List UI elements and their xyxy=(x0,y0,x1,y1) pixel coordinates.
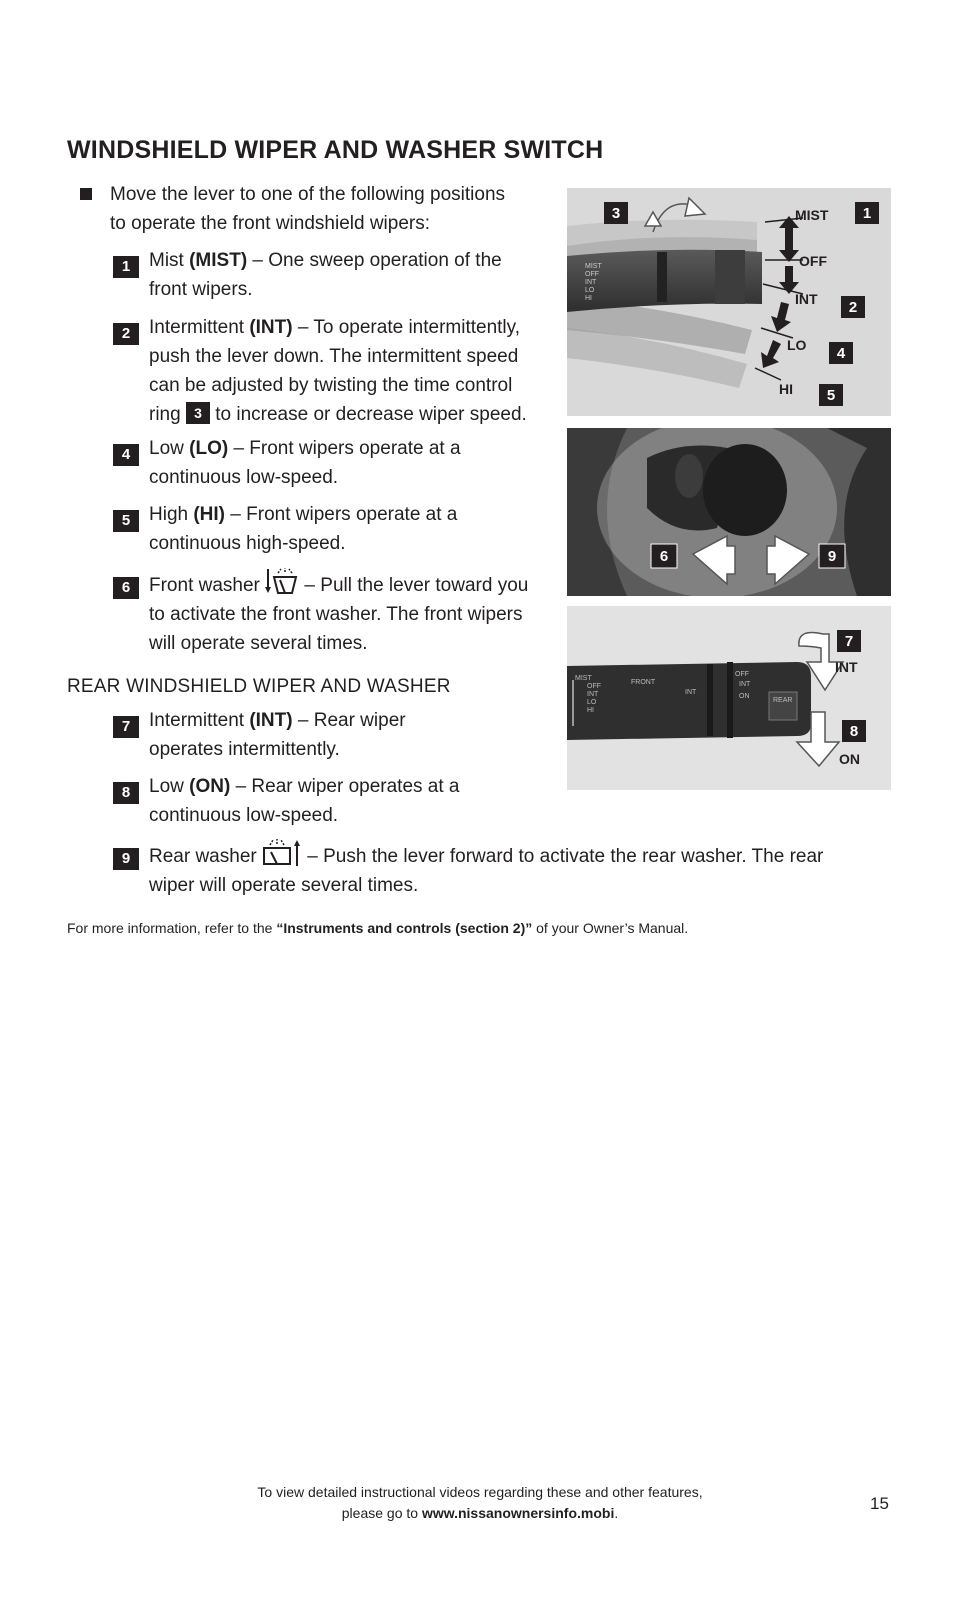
callout-4: 4 xyxy=(836,345,846,362)
callout-5: 5 xyxy=(113,510,139,532)
lever-illustration xyxy=(567,188,891,416)
label-hi: HI xyxy=(779,381,793,397)
item-label: Intermittent xyxy=(149,710,250,731)
rear-lever-illustration xyxy=(567,606,891,790)
callout-2: 2 xyxy=(113,323,139,345)
callout-6: 6 xyxy=(659,548,669,565)
callout-5: 5 xyxy=(826,387,836,404)
footer-line-1: To view detailed instructional videos regarding these and other features, xyxy=(257,1484,703,1500)
item-desc: – Front wipers operate at a xyxy=(225,504,458,525)
callout-7: 7 xyxy=(844,633,854,650)
item-desc: – Rear wiper xyxy=(292,710,406,731)
lever-label-int-ring: INT xyxy=(685,689,697,696)
item-code: (ON) xyxy=(189,776,231,797)
callout-2: 2 xyxy=(848,299,858,316)
item-label: Low xyxy=(149,438,190,459)
item-label: High xyxy=(149,504,194,525)
item-code: (MIST) xyxy=(189,250,248,271)
item-rear-on xyxy=(149,772,459,830)
item-desc-2: to activate the front washer. The front wipers xyxy=(149,604,523,625)
lever-label-off: OFF xyxy=(587,683,601,690)
rear-wiper-diagram xyxy=(567,606,891,790)
lever-label-int: INT xyxy=(585,279,597,286)
lever-end-illustration xyxy=(567,428,891,596)
front-washer-icon xyxy=(265,567,299,595)
wiper-positions-diagram xyxy=(567,188,891,416)
lever-label-on-rear: ON xyxy=(739,693,750,700)
item-desc: – To operate intermittently, xyxy=(292,317,521,338)
item-lo xyxy=(149,434,461,492)
item-desc-2: continuous high-speed. xyxy=(149,533,346,554)
washer-direction-diagram xyxy=(567,428,891,596)
item-label: Low xyxy=(149,776,190,797)
callout-9: 9 xyxy=(827,548,837,565)
item-hi xyxy=(149,500,457,558)
callout-1: 1 xyxy=(862,205,872,222)
item-desc-4a: ring xyxy=(149,404,186,425)
lever-label-int-rear: INT xyxy=(739,681,751,688)
label-on: ON xyxy=(839,751,860,767)
page-title: WINDSHIELD WIPER AND WASHER SWITCH xyxy=(67,136,604,164)
label-int: INT xyxy=(835,659,858,675)
item-label: Intermittent xyxy=(149,317,250,338)
lever-label-hi: HI xyxy=(585,295,592,302)
callout-8: 8 xyxy=(849,723,859,740)
item-label: Mist xyxy=(149,250,190,271)
callout-3: 3 xyxy=(611,205,621,222)
rear-washer-icon xyxy=(262,838,302,866)
item-desc-2: continuous low-speed. xyxy=(149,467,339,488)
lever-label-mist: MIST xyxy=(585,263,602,270)
footer-period: . xyxy=(614,1505,619,1521)
label-int: INT xyxy=(795,291,818,307)
item-desc-4b: to increase or decrease wiper speed. xyxy=(209,404,527,425)
item-code: (INT) xyxy=(249,710,293,731)
item-label: Front washer xyxy=(149,575,266,596)
item-desc-2: wiper will operate several times. xyxy=(149,875,419,896)
label-off: OFF xyxy=(799,253,827,269)
item-rear-washer xyxy=(149,838,823,900)
footnote xyxy=(67,920,688,936)
callout-8: 8 xyxy=(113,782,139,804)
footnote-text: For more information, refer to the xyxy=(67,920,277,936)
callout-1: 1 xyxy=(113,256,139,278)
item-rear-int xyxy=(149,706,406,764)
item-desc-2: push the lever down. The intermittent speed xyxy=(149,346,519,367)
callout-6: 6 xyxy=(113,577,139,599)
footer-text: please go to xyxy=(341,1505,422,1521)
item-code: (LO) xyxy=(189,438,229,459)
bullet-square xyxy=(80,188,92,200)
callout-4: 4 xyxy=(113,444,139,466)
item-desc-2: operates intermittently. xyxy=(149,739,340,760)
item-desc-3: can be adjusted by twisting the time control xyxy=(149,375,513,396)
item-mist xyxy=(149,246,502,304)
hi-arrow-icon xyxy=(761,340,781,368)
item-desc: – Push the lever forward to activate the rear washer. The rear xyxy=(302,846,824,867)
lever-label-off-rear: OFF xyxy=(735,671,749,678)
page-number: 15 xyxy=(870,1494,889,1513)
item-desc: – Rear wiper operates at a xyxy=(230,776,460,797)
lever-label-lo: LO xyxy=(585,287,595,294)
lever-label-mist: MIST xyxy=(575,675,592,682)
lever-label-int: INT xyxy=(587,691,599,698)
lever-label-lo: LO xyxy=(587,699,597,706)
lever-label-front: FRONT xyxy=(631,679,656,686)
footnote-text-end: of your Owner’s Manual. xyxy=(532,920,689,936)
item-front-washer xyxy=(149,567,528,658)
lo-arrow-icon xyxy=(771,302,791,332)
int-arrow-icon xyxy=(779,266,799,294)
item-desc: – One sweep operation of the xyxy=(247,250,502,271)
item-desc-2: continuous low-speed. xyxy=(149,805,339,826)
item-code: (HI) xyxy=(193,504,226,525)
item-label: Rear washer xyxy=(149,846,262,867)
callout-7: 7 xyxy=(113,716,139,738)
item-code: (INT) xyxy=(249,317,293,338)
footer-line-2 xyxy=(180,1503,780,1524)
item-desc: – Front wipers operate at a xyxy=(228,438,461,459)
lever-label-off: OFF xyxy=(585,271,599,278)
label-mist: MIST xyxy=(795,207,829,223)
item-desc-2: front wipers. xyxy=(149,279,253,300)
footnote-reference: “Instruments and controls (section 2)” xyxy=(276,920,533,936)
item-desc: – Pull the lever toward you xyxy=(299,575,529,596)
footer-url: www.nissanownersinfo.mobi xyxy=(421,1505,615,1521)
item-desc-3: will operate several times. xyxy=(149,633,368,654)
lever-label-rear: REAR xyxy=(773,697,793,704)
item-int xyxy=(149,313,527,429)
intro-line-2: to operate the front windshield wipers: xyxy=(110,213,431,234)
rear-section-heading: REAR WINDSHIELD WIPER AND WASHER xyxy=(67,676,451,697)
page-footer xyxy=(180,1482,780,1524)
callout-3-inline: 3 xyxy=(186,402,210,424)
lever-label-hi: HI xyxy=(587,707,594,714)
callout-9: 9 xyxy=(113,848,139,870)
label-lo: LO xyxy=(787,337,807,353)
intro-line-1: Move the lever to one of the following positions xyxy=(110,184,506,205)
